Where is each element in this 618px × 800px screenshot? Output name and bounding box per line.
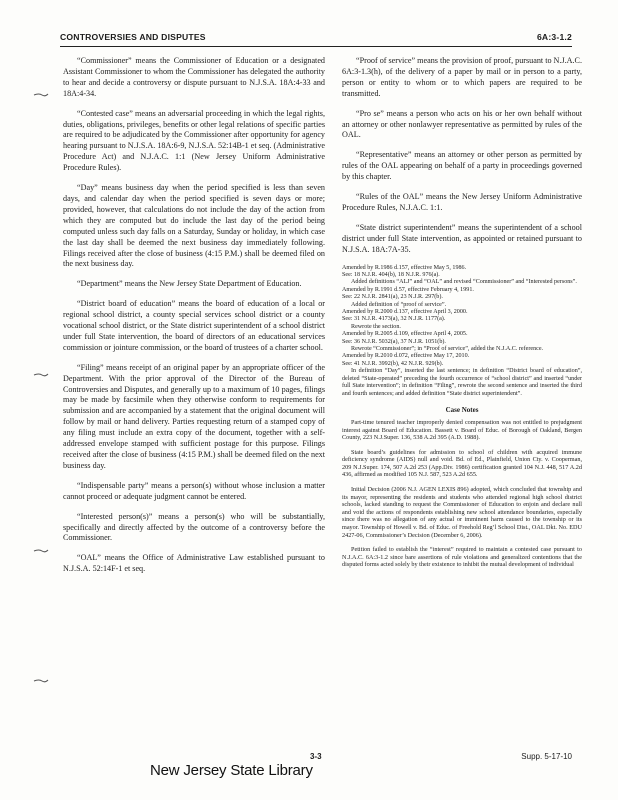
margin-mark-icon (33, 678, 49, 684)
history-line: Amended by R.2010 d.072, effective May 17, 2010. (342, 353, 470, 360)
header-title: CONTROVERSIES AND DISPUTES (60, 32, 206, 42)
history-line: Amended by R.2005 d.109, effective April 4, 2005. (342, 331, 468, 338)
definition-pro-se: “Pro se” means a person who acts on his or her own behalf without an attorney or other nonlawyer representative as permitted by rules of the OAL. (342, 108, 582, 140)
running-header (60, 28, 572, 47)
definition-contested-case: “Contested case” means an adversarial proceeding in which the legal rights, duties, obligations, privileges, benefits or other legal relations of specific parties are required to be adjudicated by the Commissioner after opportunity for agency hearing pursuant to N.J.S.A. 18A:6-9, N.J.S.A. 52:14B-1 et seq. (Administrative Procedure Act) and N.J.A.C. 1:1 (New Jersey Uniform Administrative Procedure Rules). (63, 108, 326, 173)
amendment-history (342, 265, 582, 398)
history-line: Amended by R.2000 d.137, effective April 3, 2000. (342, 309, 468, 316)
case-note: Petition failed to establish the “interest” required to maintain a contested case pursuant to N.J.A.C. 6A:3-1.2 since bare assertions of rule violations and generalized contentions that the disputed forms acted solely by their existence to inhibit the mutual development of individual (342, 546, 582, 569)
definition-district-board: “District board of education” means the board of education of a local or regional school district, a county special services school district or a county vocational school district, or the State district superintendent of a school district under full State intervention, the board of directors of an educational services commission or jointure commission, or the board of trustees of a charter school. (63, 299, 325, 352)
history-line: Added definitions “ALJ” and “OAL” and revised “Commissioner” and “Interested persons”. (351, 279, 577, 286)
definition-representative: “Representative” means an attorney or other person as permitted by rules of the OAL appearing on behalf of a party in proceedings governed by this chapter. (342, 150, 582, 182)
history-line: See: 41 N.J.R. 3992(b), 42 N.J.R. 929(b). (342, 360, 444, 367)
history-line: Added definition of “proof of service”. (351, 301, 447, 308)
history-line: Rewrote “Commissioner”; in “Proof of service”, added the N.J.A.C. reference. (351, 346, 544, 353)
history-line: See: 22 N.J.R. 2841(a), 23 N.J.R. 297(b). (342, 294, 443, 301)
history-line: See: 36 N.J.R. 5032(a), 37 N.J.R. 1051(b). (342, 338, 446, 345)
margin-mark-icon (33, 92, 49, 98)
definition-rules-of-oal: “Rules of the OAL” means the New Jersey Uniform Administrative Procedure Rules, N.J.A.C. 1:1. (342, 192, 582, 212)
history-line: In definition “Day”, inserted the last sentence; in definition “District board of education”, deleted “State-operated” preceding the fourth occurrence of “school district” and inserted “under full State intervention”; in definition “Filing”, rewrote the second sentence and inserted the third and fourth sentences; and added definition “State district superintendent”. (342, 368, 582, 397)
history-line: Amended by R.1991 d.57, effective February 4, 1991. (342, 286, 474, 293)
definition-commissioner: “Commissioner” means the Commissioner of Education or a designated Assistant Commissioner to whom the Commissioner has delegated the authority to hear and decide a controversy or dispute pursuant to N.J.S.A. 18A:4-33 and 18A:4-34. (63, 56, 325, 98)
case-note: Part-time tenured teacher improperly denied compensation was not entitled to prejudgment interest against Board of Education. Bassett v. Board of Educ. of Borough of Oakland, Bergen County, 223 N.J.Super. 136, 538 A.2d 395 (A.D. 1988). (342, 418, 582, 442)
margin-mark-icon (33, 372, 49, 378)
case-note: State board’s guidelines for admission to school of children with acquired immune deficiency syndrome (AIDS) null and void. Bd. of Ed., Plainfield, Union Cty. v. Cooperman, 209 N.J.Super. 174, 507 A.2d 253 (App.Div. 1986) certification granted 104 N.J. 448, 517 A.2d 436, affirmed as modified 105 N.J. 587, 523 A.2d 655. (342, 448, 582, 479)
definition-state-district-superintendent: “State district superintendent” means the superintendent of a school district under full State intervention, as appointed or retained pursuant to N.J.S.A. 18A:7A-35. (342, 222, 582, 254)
definition-proof-of-service: “Proof of service” means the provision of proof, pursuant to N.J.A.C. 6A:3-1.3(h), of the delivery of a paper by mail or in person to a party, person or entity to whom or to which papers are required to be transmitted. (342, 56, 582, 98)
case-notes-heading: Case Notes (445, 405, 479, 414)
header-section-number: 6A:3-1.2 (536, 32, 572, 42)
definition-indispensable-party: “Indispensable party” means a person(s) without whose inclusion a matter cannot proceed or adequate judgment cannot be entered. (63, 480, 325, 501)
page-number: 3-3 (310, 752, 322, 761)
library-stamp: New Jersey State Library (150, 762, 313, 779)
left-column (63, 56, 325, 584)
definition-filing: “Filing” means receipt of an original paper by an appropriate officer of the Department. With the prior approval of the Director of the Bureau of Controversies and Disputes, and generally up to a maximum of 10 pages, filings may be made by facsimile when they otherwise conform to requirements for submission and are accompanied by a statement that the original document will follow by mail or hand delivery. Parties requesting return of a stamped copy of any filing must include an extra copy of the document, together with a self-addressed envelope stamped with sufficient postage for this purpose. Filings received after the close of business (4:15 P.M.) shall be deemed filed on the next business day. (63, 362, 325, 470)
history-line: Amended by R.1986 d.157, effective May 5, 1986. (342, 264, 467, 271)
history-line: Rewrote the section. (351, 323, 401, 330)
history-line: See: 31 N.J.R. 4173(a), 32 N.J.R. 1177(a). (342, 316, 446, 323)
definition-day: “Day” means business day when the period specified is less than seven days, and calendar day when the period specified is seven days or more; provided, however, that calculations do not include the day of the action from which they are computed but do include the last day of the period being computed unless such day falls on a Saturday, Sunday or holiday, in which case the last day shall be deemed the next business day immediately following. Filings received after the close of business (4:15 P.M.) shall be deemed filed on the next business day. (63, 183, 325, 269)
history-line: See: 18 N.J.R. 404(b), 18 N.J.R. 976(a). (342, 272, 440, 278)
definition-oal: “OAL” means the Office of Administrative Law established pursuant to N.J.S.A. 52:14F-1 et seq. (63, 553, 325, 574)
definition-department: “Department” means the New Jersey State Department of Education. (77, 279, 302, 289)
case-note: Initial Decision (2006 N.J. AGEN LEXIS 896) adopted, which concluded that township and its mayor, representing the residents and students who attended regional high school district schools, lacked standing to request the Commissioner of Education to enjoin and declare null and void the actions of respondents establishing new school attendance boundaries, especially since there was no allegation of any actual or imminent harm caused to the township or its mayor. Township of Howell v. Bd. of Educ. of Freehold Reg’l School Dist., OAL Dkt. No. EDU 2427-06, Commissioner’s Decision (December 6, 2006). (342, 486, 582, 539)
right-column (342, 56, 582, 576)
supplement-date: Supp. 5-17-10 (521, 752, 572, 761)
margin-mark-icon (33, 548, 49, 554)
definition-interested-persons: “Interested person(s)” means a person(s) who will be substantially, specifically and directly affected by the outcome of a controversy before the Commissioner. (63, 511, 325, 543)
